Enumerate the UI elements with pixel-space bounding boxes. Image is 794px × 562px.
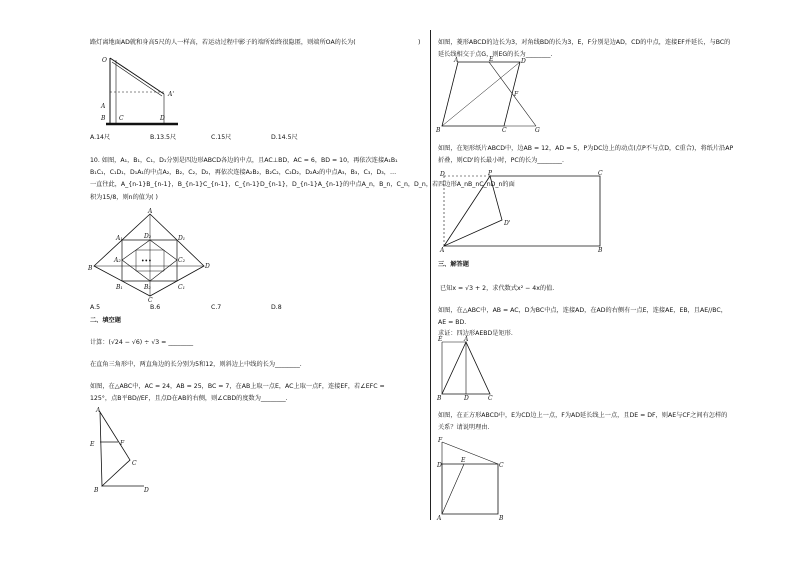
solve2-label-d: D: [464, 395, 469, 402]
section-heading-fill: 二、填空题: [90, 317, 121, 324]
fill3-label-c: C: [132, 460, 137, 467]
rhombus-line2: 延长线相交于点G，则EG的长为________.: [438, 51, 553, 58]
solve3-label-c: C: [499, 462, 504, 469]
rhombus-label-c: C: [502, 127, 507, 134]
rect-label-c: C: [598, 170, 603, 177]
fill-question-1: 计算：(√24 − √6) ÷ √3 = ________: [90, 339, 194, 346]
fill3-label-e: E: [90, 441, 95, 448]
q10-line1: 10. 如图，A₁，B₁，C₁，D₁分别是四边形ABCD各边的中点，且AC⊥BD，AC = 6，BD = 10，再依次连接A₁B₁: [90, 157, 398, 164]
rect-label-d-prime: D': [504, 220, 511, 227]
solve2-label-a: A: [464, 336, 469, 343]
fill-question-3-line1: 如图，在△ABC中，AC = 24，AB = 25，BC = 7，在AB上取一点E，AC上取一点F，连接EF，若∠EFC =: [90, 383, 385, 390]
shadow-label-c: C: [119, 115, 124, 122]
triangle-abc-figure: [88, 408, 168, 494]
shadow-label-a: A: [101, 103, 106, 110]
quadrilateral-midpoints-figure: [88, 208, 210, 304]
fig10-label-c: C: [148, 297, 153, 304]
solve-question-2-line1: 如图，在△ABC中，AB = AC，D为BC中点，连接AD，在AD的右侧有一点E，连接AE，EB，且AE//BC，: [438, 307, 727, 314]
rect-line2: 折叠，则CD'的长最小时，PC的长为________.: [438, 157, 564, 164]
rhombus-label-f: F: [514, 91, 519, 98]
rhombus-label-d: D: [521, 58, 526, 65]
solve3-label-b: B: [499, 515, 504, 522]
solve-question-3-line2: 关系？请说明理由.: [438, 424, 490, 431]
q10-line2: B₁C₁，C₁D₁，D₁A₁的中点A₂，B₂，C₂，D₂，再依次连接A₂B₂，B₂C₂，C₂D₂，D₂A₂的中点A₃，B₃，C₃，D₃，…: [90, 169, 397, 176]
fill3-label-a: A: [96, 407, 101, 414]
rect-label-d: D: [440, 171, 445, 178]
solve2-label-e: E: [438, 336, 443, 343]
fig10-ellipsis: •••: [141, 258, 152, 265]
q10-option-c: C.7: [211, 304, 222, 311]
fill3-label-f: F: [120, 440, 125, 447]
shadow-option-d: D.14.5尺: [271, 134, 298, 141]
q10-option-d: D.8: [271, 304, 282, 311]
shadow-option-a: A.14尺: [90, 134, 111, 141]
solve3-label-e: E: [461, 457, 466, 464]
triangle-rectangle-figure: [436, 336, 506, 402]
rhombus-label-e: E: [489, 56, 494, 63]
fig10-label-b2: B₂: [144, 284, 151, 291]
shadow-label-b: B: [101, 115, 106, 122]
rhombus-label-a: A: [454, 57, 459, 64]
square-figure: [436, 434, 508, 522]
fig10-label-a: A: [148, 208, 153, 215]
rhombus-label-g: G: [535, 127, 540, 134]
rectangle-fold-figure: [436, 170, 610, 254]
rect-line1: 如图，在矩形纸片ABCD中，边AB = 12，AD = 5，P为DC边上的动点(点P不与点D，C重合)，将纸片沿AP: [438, 145, 734, 152]
solve2-label-b: B: [437, 395, 442, 402]
fig10-label-d2: D₂: [144, 233, 152, 240]
q10-line4: 积为15/8，则n的值为( ): [90, 194, 158, 201]
shadow-label-d: D: [160, 115, 165, 122]
section-heading-solve: 三、解答题: [438, 261, 469, 268]
fill3-label-d: D: [144, 487, 149, 494]
shadow-label-o: O: [102, 57, 107, 64]
shadow-option-c: C.15尺: [211, 134, 232, 141]
rect-label-b: B: [598, 247, 603, 254]
rhombus-line1: 如图，菱形ABCD的边长为3，对角线BD的长为3，E，F分别是边AD，CD的中点，连接EF并延长，与BC的: [438, 39, 731, 46]
solve2-label-c: C: [488, 395, 493, 402]
fig10-label-d1: D₁: [178, 235, 186, 242]
solve3-label-a: A: [437, 515, 442, 522]
fig10-label-d: D: [205, 263, 210, 270]
fig10-label-c1: C₁: [178, 284, 185, 291]
solve-question-3-line1: 如图，在正方形ABCD中，E为CD边上一点，F为AD延长线上一点，且DE = DF，则AE与CF之间有怎样的: [438, 412, 728, 419]
solve-question-2-line3: 求证：四边形AEBD是矩形.: [438, 330, 513, 337]
solve3-label-f: F: [438, 437, 443, 444]
shadow-figure: [88, 52, 188, 128]
fig10-label-a1: A₁: [116, 235, 123, 242]
solve-question-1: 已知x = √3 + 2，求代数式x² − 4x的值.: [440, 285, 555, 292]
rect-label-a: A: [440, 247, 445, 254]
fill-question-3-line2: 125°，点B平BD//EF，且点D在AB的右侧，则∠CBD的度数为________.: [90, 395, 288, 402]
rect-label-p: P: [488, 170, 493, 177]
fill-question-2: 在直角三角形中，两直角边的长分别为5和12，则斜边上中线的长为________.: [90, 361, 302, 368]
question-shadow-text: 路灯离地面AD就和身高5尺的人一样高，若运动过程中影子的端所始终很隐匿，则端所OA的长为(: [90, 39, 356, 46]
q10-option-b: B.6: [150, 304, 161, 311]
fig10-label-b: B: [88, 265, 93, 272]
rhombus-label-b: B: [436, 127, 441, 134]
fill3-label-b: B: [94, 487, 99, 494]
solve3-label-d: D: [437, 462, 442, 469]
shadow-label-a-prime: A': [168, 91, 174, 98]
question-shadow-paren: ): [418, 39, 421, 46]
solve-question-2-line2: AE = BD.: [438, 319, 467, 326]
q10-option-a: A.5: [90, 304, 101, 311]
shadow-option-b: B.13.5尺: [150, 134, 177, 141]
fig10-label-b1: B₁: [116, 284, 123, 291]
rhombus-figure: [436, 58, 568, 132]
fig10-label-c2: C₂: [178, 257, 185, 264]
column-divider: [430, 30, 431, 520]
fig10-label-a2: A₂: [114, 257, 121, 264]
q10-line3: 一直往此，A_{n-1}B_{n-1}，B_{n-1}C_{n-1}，C_{n-1}D_{n-1}，D_{n-1}A_{n-1}的中点A_n，B_n，C_n，D_n，若四边形A_nB_nC_nD_n的面: [90, 181, 515, 188]
